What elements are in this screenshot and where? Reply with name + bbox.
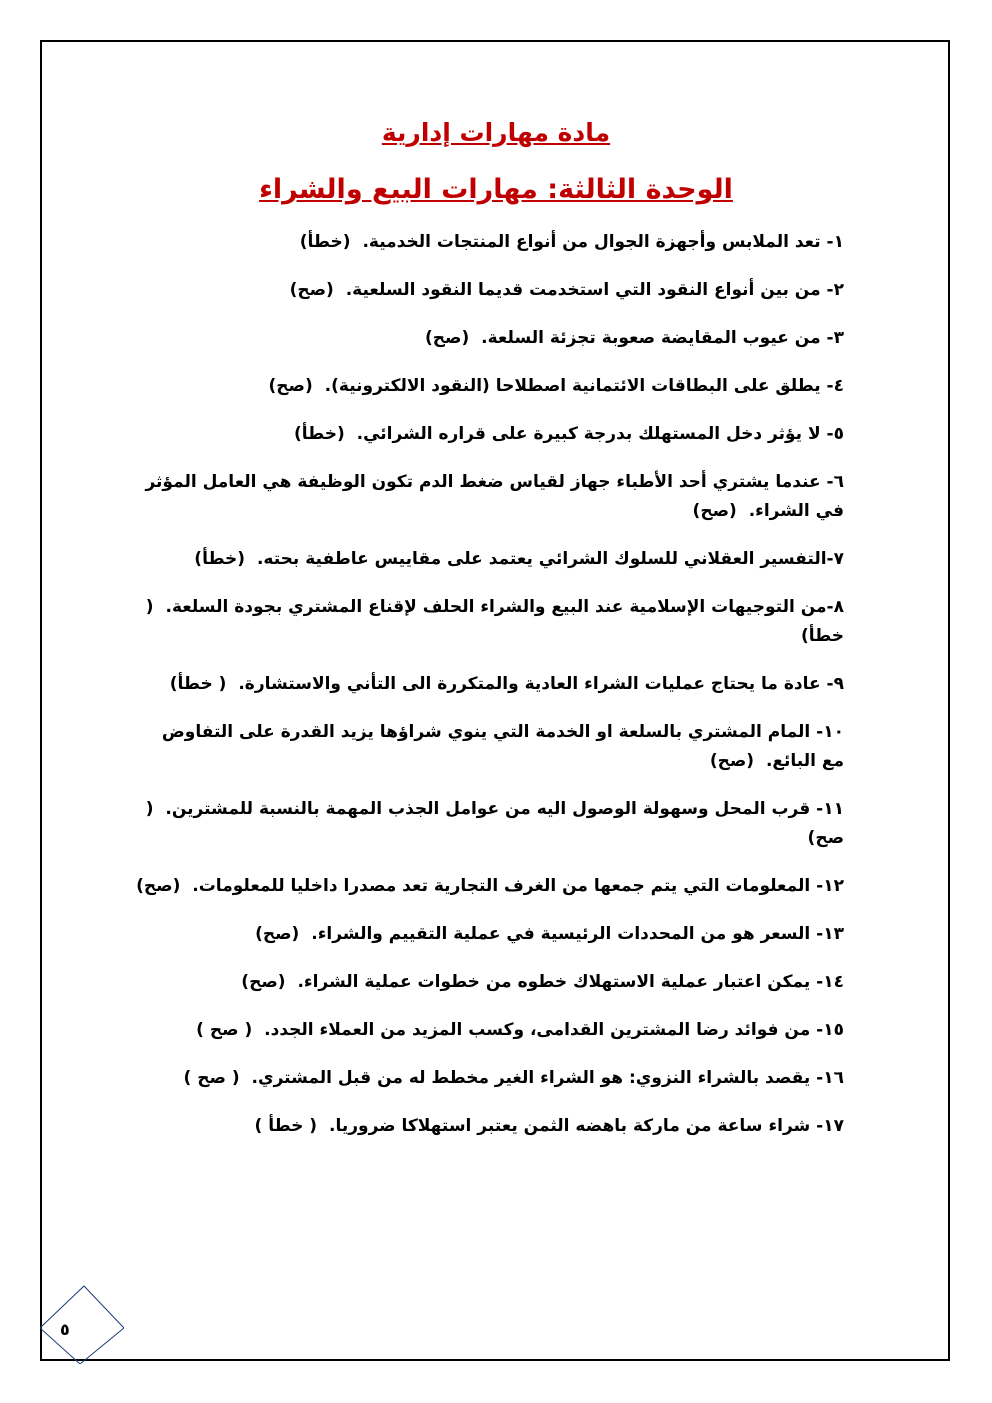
question-item: ٣- من عيوب المقايضة صعوبة تجزئة السلعة. (صح) [425,328,844,348]
answer-label: (خطأ) [293,424,345,444]
question-item: ٤- يطلق على البطاقات الائتمانية اصطلاحا (النقود الالكترونية). (صح) [268,376,844,396]
page-number-shape [40,1284,124,1364]
question-item: ١٧- شراء ساعة من ماركة باهضه الثمن يعتبر استهلاكا ضروريا. ( خطأ ) [254,1116,844,1136]
answer-label: (صح) [425,328,470,348]
question-list [134,228,844,1160]
answer-label: (خطأ) [194,549,246,569]
page-number: ٥ [60,1320,70,1339]
question-item: ١- تعد الملابس وأجهزة الجوال من أنواع المنتجات الخدمية. (خطأ) [299,232,844,252]
answer-label: (صح) [268,376,313,396]
answer-label: ( صح) [145,799,844,848]
answer-label: (صح) [241,972,286,992]
answer-label: ( صح ) [183,1068,240,1088]
question-item: ١٦- يقصد بالشراء النزوي: هو الشراء الغير مخطط له من قبل المشتري. ( صح ) [183,1068,844,1088]
answer-label: (صح) [289,280,334,300]
answer-label: ( صح ) [196,1020,253,1040]
answer-label: ( خطأ ) [254,1116,318,1136]
answer-label: (خطأ) [299,232,351,252]
question-item: ١٤- يمكن اعتبار عملية الاستهلاك خطوه من خطوات عملية الشراء. (صح) [241,972,844,992]
unit-title: الوحدة الثالثة: مهارات البيع والشراء [259,174,733,205]
question-item: ٩- عادة ما يحتاج عمليات الشراء العادية والمتكررة الى التأني والاستشارة. ( خطأ) [169,674,844,694]
question-item: ٥- لا يؤثر دخل المستهلك بدرجة كبيرة على قراره الشرائي. (خطأ) [293,424,844,444]
answer-label: ( خطأ) [169,674,227,694]
subject-title: مادة مهارات إدارية [381,118,611,147]
question-item: ١١- قرب المحل وسهولة الوصول اليه من عوامل الجذب المهمة بالنسبة للمشترين. ( صح) [145,799,844,848]
question-item: ٦- عندما يشتري أحد الأطباء جهاز لقياس ضغط الدم تكون الوظيفة هي العامل المؤثر في الشراء. (صح) [145,472,844,521]
answer-label: ( خطأ) [145,597,844,646]
question-item: ١٥- من فوائد رضا المشترين القدامى، وكسب المزيد من العملاء الجدد. ( صح ) [196,1020,844,1040]
answer-label: (صح) [136,876,181,896]
question-item: ١٣- السعر هو من المحددات الرئيسية في عملية التقييم والشراء. (صح) [255,924,844,944]
question-item: ٢- من بين أنواع النقود التي استخدمت قديما النقود السلعية. (صح) [289,280,844,300]
question-item: ٧-التفسير العقلاني للسلوك الشرائي يعتمد على مقاييس عاطفية بحته. (خطأ) [194,549,844,569]
question-item: ١٠- المام المشتري بالسلعة او الخدمة التي ينوي شراؤها يزيد القدرة على التفاوض مع البائع. (صح) [161,722,844,771]
answer-label: (صح) [709,751,755,771]
question-item: ٨-من التوجيهات الإسلامية عند البيع والشراء الحلف لإقناع المشتري بجودة السلعة. ( خطأ) [145,597,844,646]
answer-label: (صح) [692,501,737,521]
answer-label: (صح) [255,924,300,944]
question-item: ١٢- المعلومات التي يتم جمعها من الغرف التجارية تعد مصدرا داخليا للمعلومات. (صح) [136,876,844,896]
